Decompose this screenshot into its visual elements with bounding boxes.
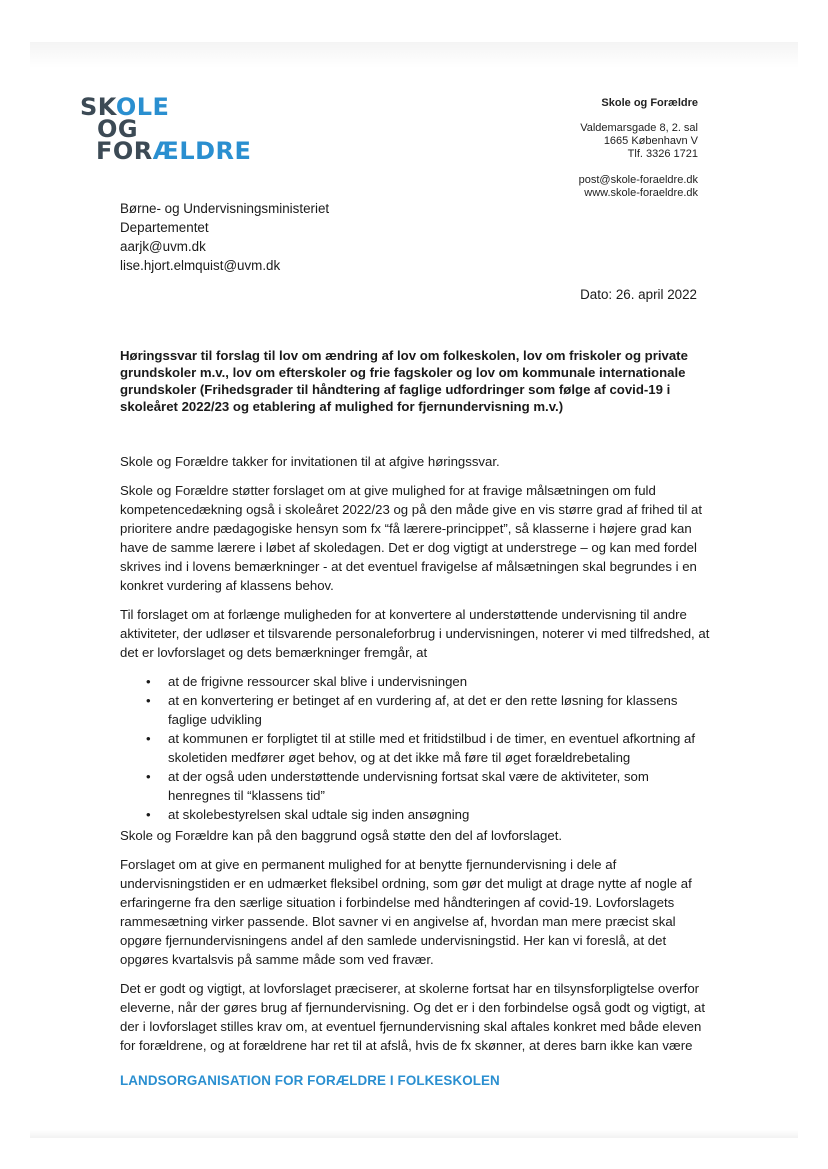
recipient-email: aarjk@uvm.dk	[120, 239, 206, 254]
footer-organisation-name: LANDSORGANISATION FOR FORÆLDRE I FOLKESKOLEN	[120, 1073, 500, 1088]
letter-subject: Høringssvar til forslag til lov om ændring af lov om folkeskolen, lov om friskoler og private grundskoler m.v., lov om efterskoler og frie fagskoler og lov om kommunale internationale grundskoler (Frihedsgrader til håndtering af faglige udfordringer som følge af covid-19 i skoleåret 2022/23 og etablering af mulighed for fjernundervisning m.v.)	[120, 348, 688, 414]
logo-line-1: SKOLE	[80, 93, 170, 121]
skole-og-foraeldre-logo	[80, 93, 252, 165]
scan-shadow-top	[30, 42, 798, 68]
bullet-item: • at skolebestyrelsen skal udtale sig inden ansøgning	[168, 805, 710, 824]
recipient-line: Departementet	[120, 220, 209, 235]
bullet-item: • at der også uden understøttende undervisning fortsat skal være de aktiviteter, som henregnes til “klassens tid”	[168, 767, 710, 805]
bullet-item: • at de frigivne ressourcer skal blive i undervisningen	[168, 672, 710, 691]
body-paragraph: Skole og Forældre støtter forslaget om at give mulighed for at fravige målsætningen om fuld kompetencedækning også i skoleåret 2022/23 og på den måde give en vis større grad af frihed til at prioritere andre pædagogiske hensyn som fx “få lærere-princippet”, så klasserne i højere grad kan have de samme lærere i løbet af skoledagen. Det er dog vigtigt at understrege – og kan med fordel skrives ind i lovens bemærkninger - at det eventuel fravigelse af målsætningen skal begrundes i en konkret vurdering af klassens behov.	[120, 483, 703, 593]
sender-email: post@skole-foraeldre.dk	[578, 174, 698, 186]
sender-web: www.skole-foraeldre.dk	[584, 187, 698, 199]
recipient-email: lise.hjort.elmquist@uvm.dk	[120, 258, 281, 273]
sender-name: Skole og Forældre	[601, 97, 698, 109]
bullet-item: • at en konvertering er betinget af en vurdering af, at det er den rette løsning for klassens faglige udvikling	[168, 691, 710, 729]
body-paragraph: Forslaget om at give en permanent mulighed for at benytte fjernundervisning i dele af undervisningstiden er en udmærket fleksibel ordning, som gør det muligt at drage nytte af nogle af erfaringerne fra den særlige situation i forbindelse med håndteringen af covid-19. Lovforslagets rammesætning virker passende. Blot savner vi en angivelse af, hvordan man mere præcist skal opgøre fjernundervisningens andel af den samlede undervisningstid. Her kan vi foreslå, at det opgøres kvartalsvis på samme måde som ved fravær.	[120, 857, 692, 967]
sender-phone: Tlf. 3326 1721	[627, 148, 698, 160]
sender-address-block	[579, 97, 698, 200]
sender-street: Valdemarsgade 8, 2. sal	[580, 122, 698, 134]
body-paragraph: Skole og Forældre kan på den baggrund også støtte den del af lovforslaget.	[120, 828, 563, 843]
body-paragraph: Til forslaget om at forlænge muligheden for at konvertere al understøttende undervisning til andre aktiviteter, der udløser et tilsvarende personaleforbrug i undervisningen, noterer vi med tilfredshed, at det er lovforslaget og dets bemærkninger fremgår, at	[120, 607, 710, 660]
scan-shadow-bottom	[30, 1130, 798, 1138]
recipient-line: Børne- og Undervisningsministeriet	[120, 201, 330, 216]
letter-date: Dato: 26. april 2022	[580, 287, 697, 302]
sender-city: 1665 København V	[603, 135, 698, 147]
recipient-address-block	[120, 199, 329, 275]
letter-body	[120, 452, 710, 1065]
bullet-item: • at kommunen er forpligtet til at stille med et fritidstilbud i de timer, en eventuel afkortning af skoletiden medfører øget behov, og at det ikke må føre til øget forældrebetaling	[168, 729, 710, 767]
logo-line-3: FORÆLDRE	[96, 137, 252, 165]
logo-line-2: OG	[97, 115, 139, 143]
bullet-list	[120, 672, 710, 824]
body-paragraph: Det er godt og vigtigt, at lovforslaget præciserer, at skolerne fortsat har en tilsynsforpligtelse overfor eleverne, når der gøres brug af fjernundervisning. Og det er i den forbindelse også godt og vigtigt, at der i lovforslaget stilles krav om, at eventuel fjernundervisning skal aftales konkret med både eleven for forældrene, og at forældrene har ret til at afslå, hvis de fx skønner, at deres barn ikke kan være	[120, 981, 705, 1053]
body-paragraph: Skole og Forældre takker for invitationen til at afgive høringssvar.	[120, 454, 500, 469]
